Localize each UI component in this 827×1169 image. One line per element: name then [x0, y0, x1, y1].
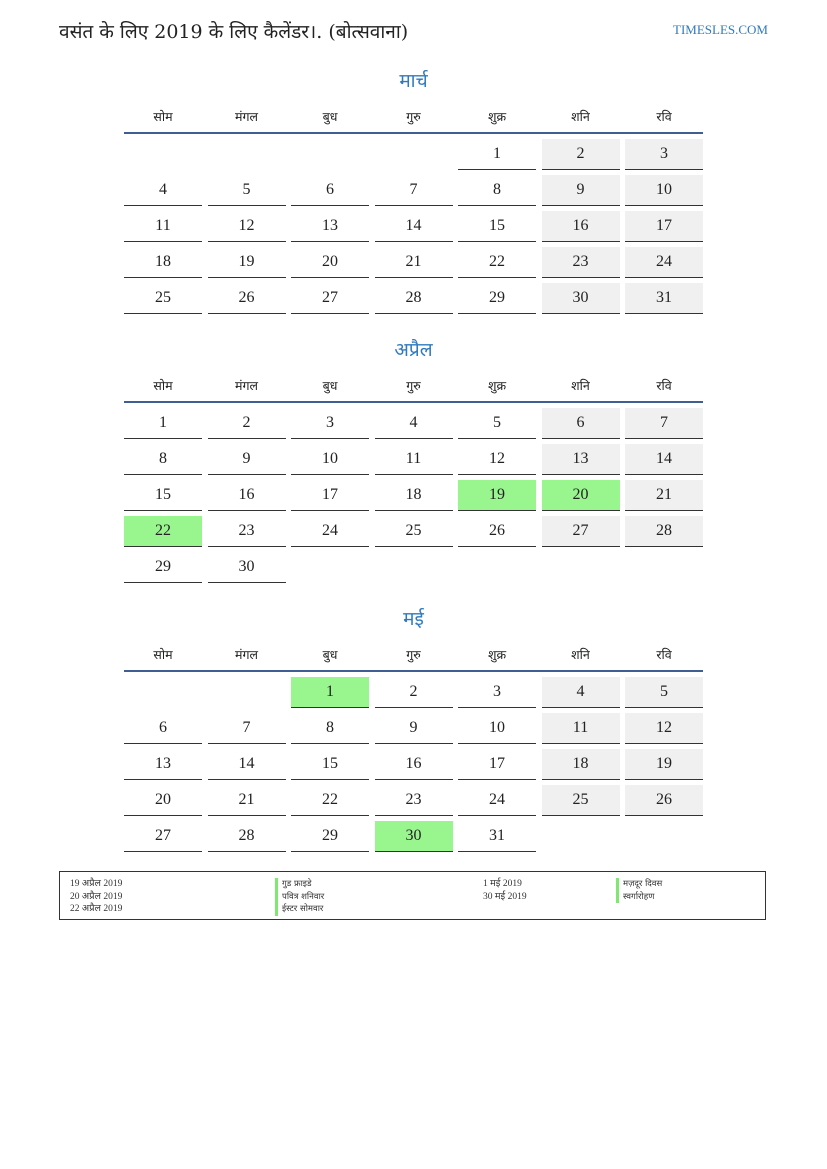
empty-day-cell — [625, 552, 703, 582]
day-cell[interactable]: 7 — [375, 175, 453, 206]
month-title: मार्च — [399, 70, 428, 92]
day-cell[interactable]: 16 — [208, 480, 286, 511]
legend-holiday-name: गुड फ्राइडे — [275, 878, 324, 891]
legend-holiday-name: स्वर्गारोहण — [616, 891, 662, 904]
day-cell[interactable]: 16 — [375, 749, 453, 780]
day-cell[interactable]: 9 — [208, 444, 286, 475]
week-row — [124, 443, 703, 479]
week-row — [124, 784, 703, 820]
day-cell[interactable]: 26 — [625, 785, 703, 816]
weekday-label: सोम — [153, 647, 173, 662]
day-cell[interactable]: 3 — [458, 677, 536, 708]
day-cell[interactable]: 25 — [542, 785, 620, 816]
week-row — [124, 676, 703, 712]
day-cell[interactable]: 19 — [625, 749, 703, 780]
empty-day-cell — [291, 139, 369, 169]
day-cell[interactable]: 24 — [291, 516, 369, 547]
week-row — [124, 820, 703, 856]
day-cell[interactable]: 27 — [124, 821, 202, 852]
weekday-label: शुक्र — [487, 378, 507, 393]
day-cell[interactable]: 17 — [458, 749, 536, 780]
day-cell[interactable]: 10 — [291, 444, 369, 475]
day-cell[interactable]: 3 — [291, 408, 369, 439]
day-cell[interactable]: 26 — [458, 516, 536, 547]
day-cell[interactable]: 29 — [458, 283, 536, 314]
empty-day-cell — [124, 677, 202, 707]
empty-day-cell — [208, 139, 286, 169]
day-cell[interactable]: 13 — [542, 444, 620, 475]
day-cell[interactable]: 21 — [625, 480, 703, 511]
day-cell[interactable]: 7 — [208, 713, 286, 744]
week-row — [124, 407, 703, 443]
day-cell[interactable]: 15 — [291, 749, 369, 780]
week-row — [124, 748, 703, 784]
legend-date: 1 मई 2019 — [483, 879, 522, 889]
day-cell[interactable]: 6 — [124, 713, 202, 744]
empty-day-cell — [542, 821, 620, 851]
weekday-label: गुरु — [406, 378, 421, 393]
day-cell[interactable]: 6 — [542, 408, 620, 439]
weekday-label: सोम — [153, 109, 173, 124]
day-cell[interactable]: 26 — [208, 283, 286, 314]
day-cell[interactable]: 23 — [375, 785, 453, 816]
legend-date: 19 अप्रैल 2019 — [70, 879, 123, 889]
day-cell[interactable]: 24 — [625, 247, 703, 278]
day-cell[interactable]: 13 — [291, 211, 369, 242]
empty-day-cell — [291, 552, 369, 582]
weekday-label: शुक्र — [487, 109, 507, 124]
day-cell[interactable]: 13 — [124, 749, 202, 780]
day-cell[interactable]: 29 — [124, 552, 202, 583]
day-cell[interactable]: 14 — [208, 749, 286, 780]
day-cell[interactable]: 2 — [375, 677, 453, 708]
day-cell[interactable]: 18 — [124, 247, 202, 278]
day-cell[interactable]: 17 — [291, 480, 369, 511]
day-cell[interactable]: 11 — [124, 211, 202, 242]
day-cell[interactable]: 1 — [124, 408, 202, 439]
day-cell[interactable]: 5 — [208, 175, 286, 206]
day-cell[interactable]: 1 — [458, 139, 536, 170]
day-cell[interactable]: 15 — [124, 480, 202, 511]
holiday-day-cell[interactable]: 20 — [542, 480, 620, 511]
day-cell[interactable]: 24 — [458, 785, 536, 816]
holiday-day-cell[interactable]: 22 — [124, 516, 202, 547]
day-cell[interactable]: 4 — [375, 408, 453, 439]
day-cell[interactable]: 14 — [375, 211, 453, 242]
weekday-label: सोम — [153, 378, 173, 393]
weekday-label: रवि — [656, 647, 672, 662]
legend-holiday-name: मज़दूर दिवस — [616, 878, 662, 891]
day-cell[interactable]: 28 — [375, 283, 453, 314]
weekday-header — [124, 375, 703, 403]
weekday-label: शनि — [571, 647, 590, 662]
day-cell[interactable]: 31 — [458, 821, 536, 852]
day-cell[interactable]: 18 — [542, 749, 620, 780]
legend-dates-column-1 — [70, 878, 122, 916]
day-cell[interactable]: 16 — [542, 211, 620, 242]
week-row — [124, 138, 703, 174]
day-cell[interactable]: 12 — [458, 444, 536, 475]
day-cell[interactable]: 14 — [625, 444, 703, 475]
day-cell[interactable]: 20 — [124, 785, 202, 816]
weekday-label: रवि — [656, 109, 672, 124]
weekday-label: शुक्र — [487, 647, 507, 662]
page-title: वसंत के लिए 2019 के लिए कैलेंडर।. (बोत्सवाना) — [59, 21, 409, 43]
weekday-label: गुरु — [406, 109, 421, 124]
legend-date: 20 अप्रैल 2019 — [70, 891, 123, 902]
weekday-header — [124, 644, 703, 672]
legend-date: 22 अप्रैल 2019 — [70, 904, 123, 914]
week-row — [124, 712, 703, 748]
empty-day-cell — [208, 677, 286, 707]
legend-names-column-2 — [616, 878, 662, 903]
day-cell[interactable]: 8 — [458, 175, 536, 206]
day-cell[interactable]: 28 — [208, 821, 286, 852]
day-cell[interactable]: 12 — [625, 713, 703, 744]
legend-date: 30 मई 2019 — [483, 891, 527, 902]
day-cell[interactable]: 4 — [542, 677, 620, 708]
weekday-header — [124, 106, 703, 134]
day-cell[interactable]: 17 — [625, 211, 703, 242]
day-cell[interactable]: 25 — [375, 516, 453, 547]
day-cell[interactable]: 25 — [124, 283, 202, 314]
day-cell[interactable]: 2 — [542, 139, 620, 170]
legend-names-column-1 — [275, 878, 324, 916]
legend-holiday-name: पवित्र शनिवार — [275, 891, 324, 904]
day-cell[interactable]: 7 — [625, 408, 703, 439]
weekday-label: मंगल — [235, 378, 258, 393]
day-cell[interactable]: 11 — [542, 713, 620, 744]
day-cell[interactable]: 22 — [458, 247, 536, 278]
weekday-label: बुध — [322, 378, 338, 393]
week-row — [124, 282, 703, 318]
day-cell[interactable]: 11 — [375, 444, 453, 475]
day-cell[interactable]: 21 — [208, 785, 286, 816]
day-cell[interactable]: 15 — [458, 211, 536, 242]
day-cell[interactable]: 30 — [208, 552, 286, 583]
day-cell[interactable]: 8 — [124, 444, 202, 475]
holiday-day-cell[interactable]: 30 — [375, 821, 453, 852]
weekday-label: बुध — [322, 109, 338, 124]
weekday-label: शनि — [571, 378, 590, 393]
legend-holiday-name: ईस्टर सोमवार — [275, 903, 324, 916]
day-cell[interactable]: 30 — [542, 283, 620, 314]
day-cell[interactable]: 12 — [208, 211, 286, 242]
week-row — [124, 515, 703, 551]
holiday-legend — [59, 871, 766, 920]
day-cell[interactable]: 28 — [625, 516, 703, 547]
day-cell[interactable]: 10 — [625, 175, 703, 206]
day-cell[interactable]: 27 — [542, 516, 620, 547]
weekday-label: रवि — [656, 378, 672, 393]
week-row — [124, 210, 703, 246]
day-cell[interactable]: 18 — [375, 480, 453, 511]
day-cell[interactable]: 22 — [291, 785, 369, 816]
day-cell[interactable]: 8 — [291, 713, 369, 744]
legend-dates-column-2 — [483, 878, 527, 903]
month-calendar — [124, 68, 703, 318]
day-cell[interactable]: 5 — [625, 677, 703, 708]
week-row — [124, 479, 703, 515]
empty-day-cell — [458, 552, 536, 582]
month-title: अप्रैल — [394, 339, 433, 361]
month-title: मई — [403, 608, 424, 630]
weekday-label: मंगल — [235, 109, 258, 124]
holiday-day-cell[interactable]: 19 — [458, 480, 536, 511]
day-cell[interactable]: 20 — [291, 247, 369, 278]
day-cell[interactable]: 6 — [291, 175, 369, 206]
day-cell[interactable]: 23 — [542, 247, 620, 278]
month-calendar — [124, 337, 703, 587]
empty-day-cell — [625, 821, 703, 851]
site-link[interactable]: TIMESLES.COM — [673, 22, 768, 37]
day-cell[interactable]: 29 — [291, 821, 369, 852]
day-cell[interactable]: 2 — [208, 408, 286, 439]
day-cell[interactable]: 23 — [208, 516, 286, 547]
week-row — [124, 246, 703, 282]
month-calendar — [124, 606, 703, 856]
day-cell[interactable]: 10 — [458, 713, 536, 744]
week-row — [124, 551, 703, 587]
holiday-day-cell[interactable]: 1 — [291, 677, 369, 708]
day-cell[interactable]: 9 — [542, 175, 620, 206]
day-cell[interactable]: 4 — [124, 175, 202, 206]
day-cell[interactable]: 9 — [375, 713, 453, 744]
weekday-label: गुरु — [406, 647, 421, 662]
weekday-label: मंगल — [235, 647, 258, 662]
day-cell[interactable]: 27 — [291, 283, 369, 314]
empty-day-cell — [542, 552, 620, 582]
weekday-label: शनि — [571, 109, 590, 124]
day-cell[interactable]: 31 — [625, 283, 703, 314]
empty-day-cell — [124, 139, 202, 169]
week-row — [124, 174, 703, 210]
day-cell[interactable]: 19 — [208, 247, 286, 278]
weekday-label: बुध — [322, 647, 338, 662]
empty-day-cell — [375, 552, 453, 582]
empty-day-cell — [375, 139, 453, 169]
day-cell[interactable]: 3 — [625, 139, 703, 170]
day-cell[interactable]: 5 — [458, 408, 536, 439]
day-cell[interactable]: 21 — [375, 247, 453, 278]
